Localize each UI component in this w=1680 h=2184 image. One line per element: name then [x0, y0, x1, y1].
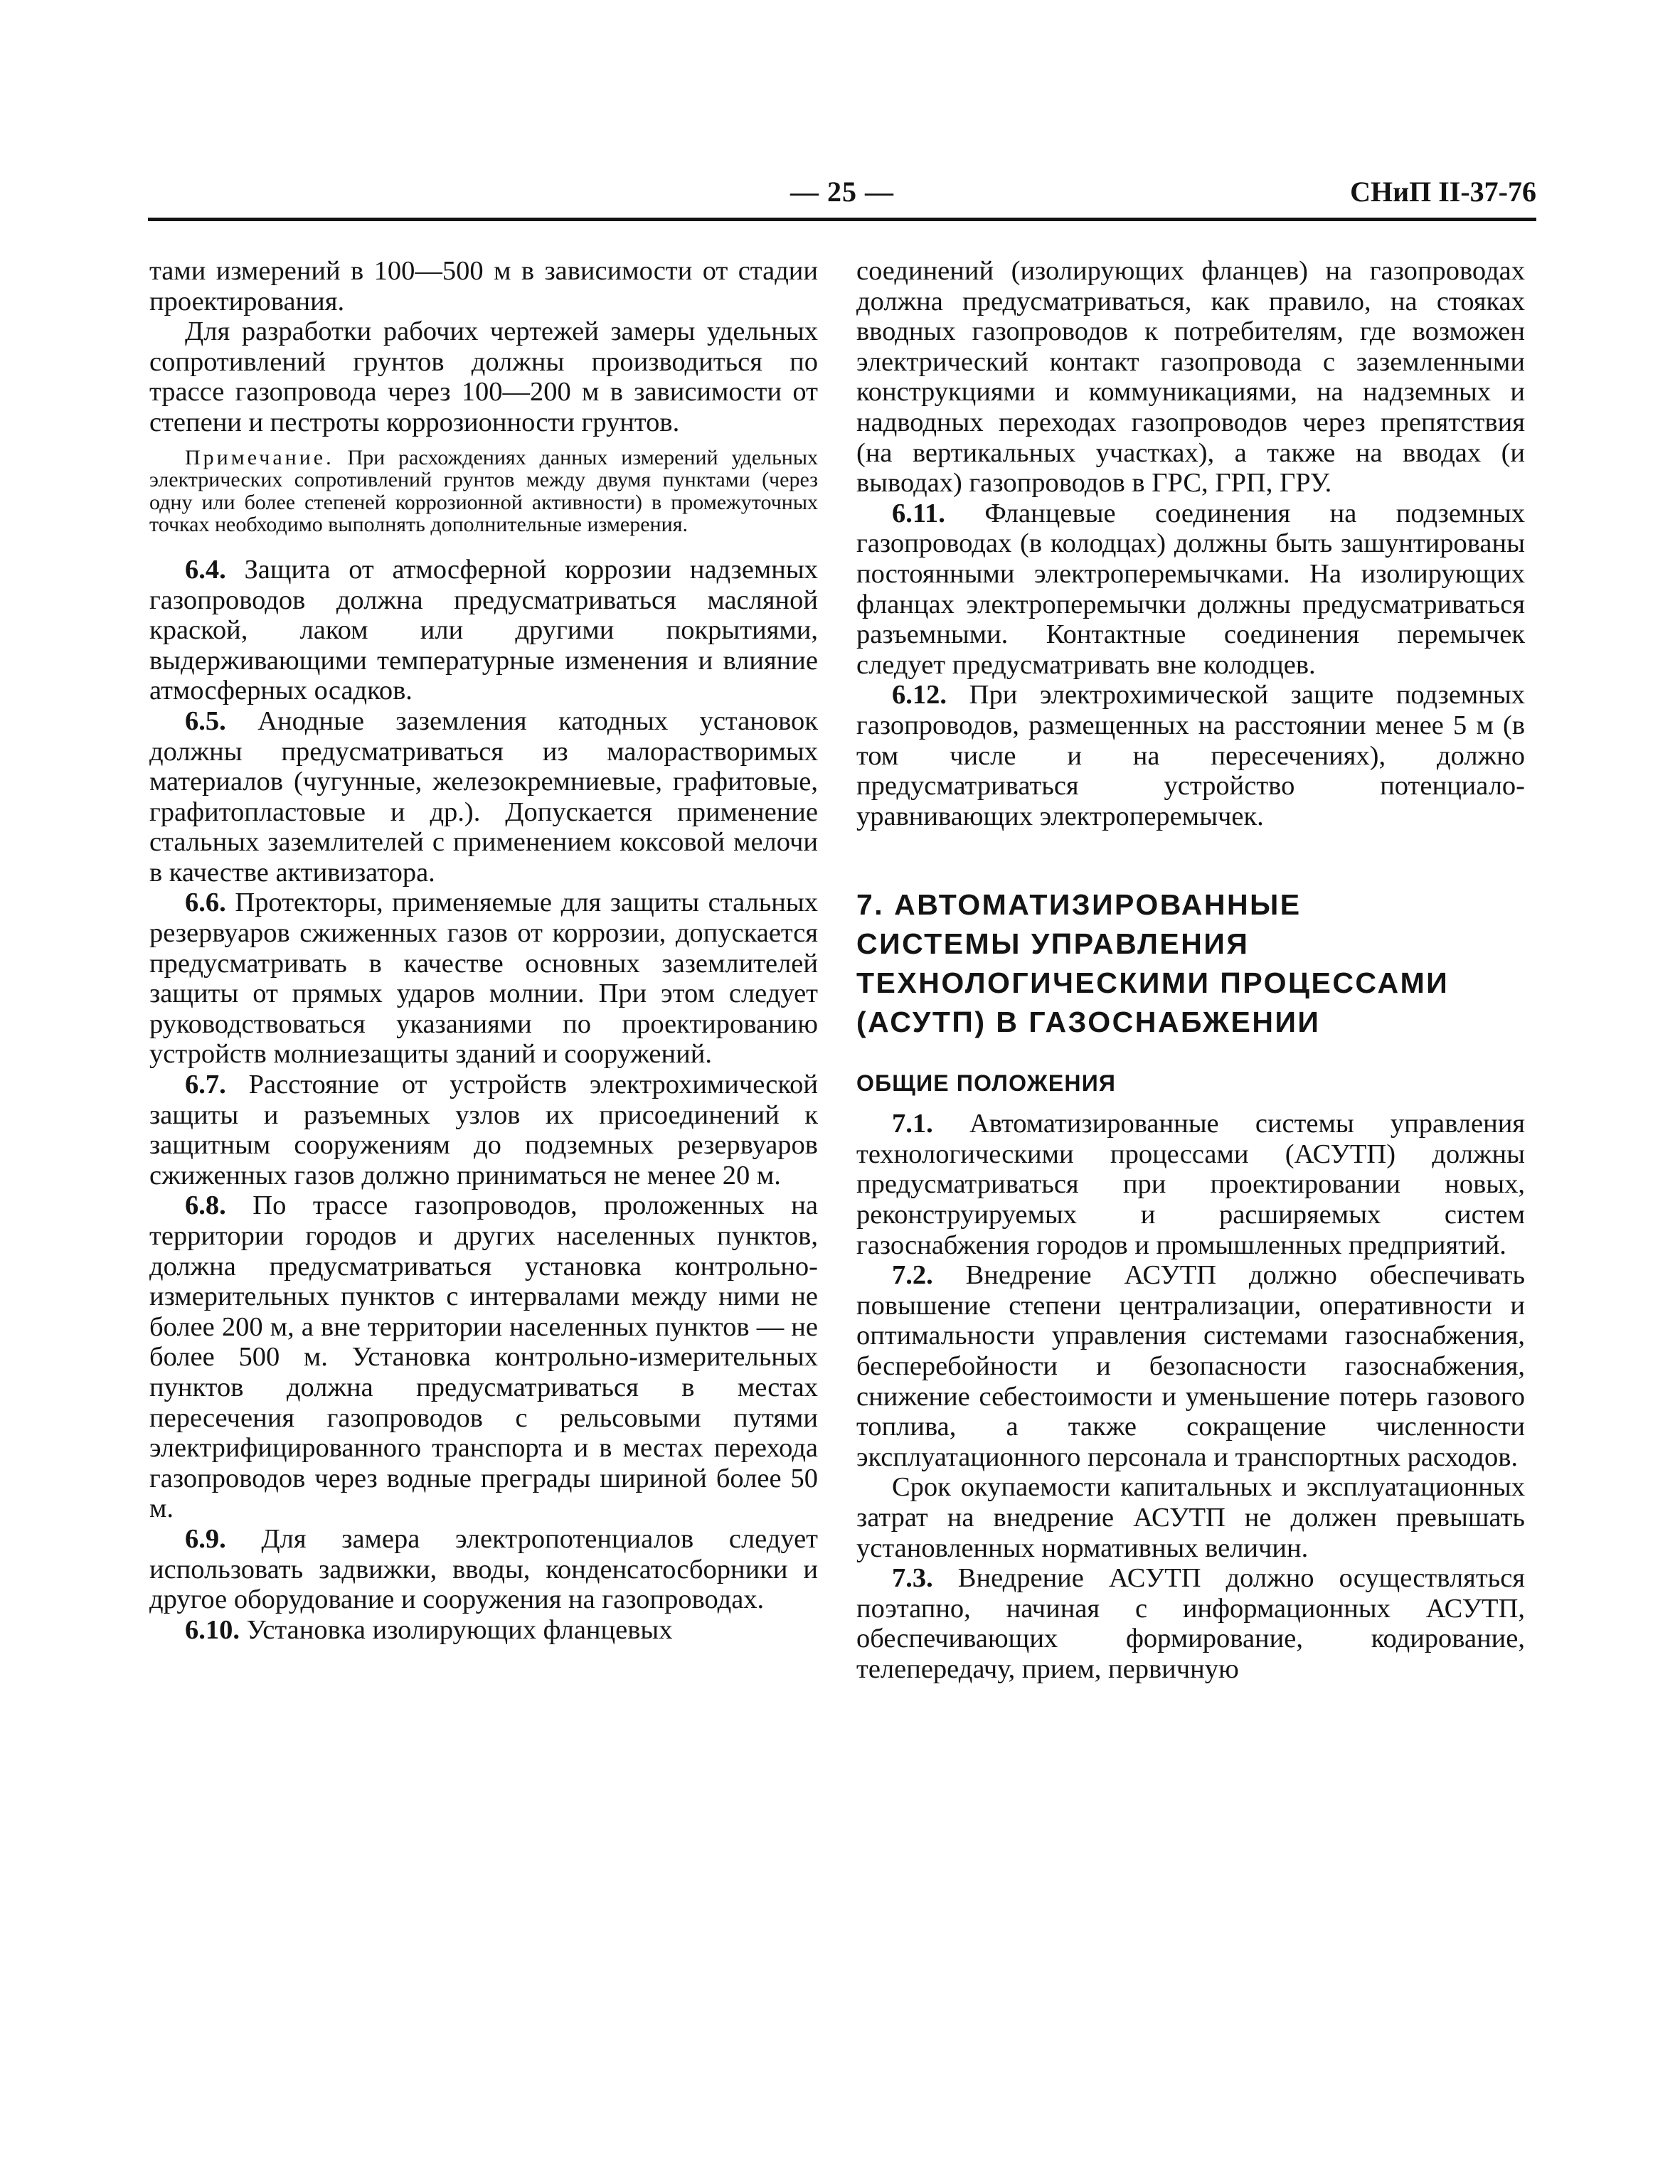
left-column [149, 256, 818, 1645]
clause-6-4 [149, 555, 818, 706]
clause-6-7 [149, 1070, 818, 1190]
section-heading [856, 885, 1525, 1042]
paragraph-continuation: тами измерений в 100—500 м в зависимости от стадии проектирования. [149, 256, 818, 316]
clause-text: Протекторы, применяемые для защиты стальных резервуаров сжиженных газов от коррозии, допускается предусматривать в качестве основных заземлителей защиты от прямых ударов молнии. При этом следует руководствоваться указаниями по проектированию устройств молниезащиты зданий и сооружений. [149, 888, 818, 1070]
header-rule [148, 218, 1536, 221]
clause-text: По трассе газопроводов, проложенных на территории городов и других населенных пунктов, должна предусматриваться установка контрольно-измерительных пунктов с интервалами между ними не более 200 м, а вне территории населенных пунктов — не более 500 м. Установка контрольно-измерительных пунктов должна предусматриваться в местах пересечения газопроводов с рельсовыми путями электрифицированного транспорта и в местах перехода газопроводов через водные преграды шириной более 50 м. [149, 1190, 818, 1524]
clause-number: 6.8. [185, 1190, 226, 1221]
clause-7-2-payback: Срок окупаемости капитальных и эксплуатационных затрат на внедрение АСУТП не должен превышать установленных нормативных величин. [856, 1472, 1525, 1563]
note-text: При расхождениях данных измерений удельных электрических сопротивлений грунтов между двумя пунктами (через одну или более степеней коррозионной активности) в промежуточных точках необходимо выполнять дополнительные измерения. [149, 445, 818, 537]
clause-6-11 [856, 499, 1525, 681]
subsection-heading: ОБЩИЕ ПОЛОЖЕНИЯ [856, 1070, 1117, 1097]
note-label: Примечание. [185, 445, 334, 469]
clause-6-6 [149, 888, 818, 1070]
clause-text: Установка изолирующих фланцевых [246, 1614, 673, 1645]
clause-text: Анодные заземления катодных установок должны предусматриваться из малорастворимых материалов (чугунные, железокремниевые, графитовые, графитопластовые и др.). Допускается применение стальных заземлителей с применением коксовой мелочи в качестве активизатора. [149, 705, 819, 888]
clause-number: 6.6. [185, 888, 226, 918]
clause-7-2 [856, 1260, 1525, 1472]
section-heading-line: (АСУТП) В ГАЗОСНАБЖЕНИИ [856, 1006, 1321, 1039]
clause-text: Расстояние от устройств электрохимической защиты и разъемных узлов их присоединений к защитным сооружениям до подземных резервуаров сжиженных газов должно приниматься не менее 20 м. [149, 1070, 818, 1190]
right-column [856, 256, 1525, 1685]
page-number: — 25 — [790, 176, 894, 208]
document-code: СНиП II-37-76 [1350, 176, 1536, 208]
clause-7-1 [856, 1109, 1525, 1260]
clause-6-5 [149, 706, 818, 888]
page-header [148, 171, 1536, 220]
clause-number: 6.10. [185, 1614, 240, 1645]
clause-text: Защита от атмосферной коррозии надземных газопроводов должна предусматриваться масляной краской, лаком или другими покрытиями, выдерживающими температурные изменения и влияние атмосферных осадков. [149, 554, 818, 706]
clause-7-3 [856, 1563, 1525, 1684]
paragraph-measurements: Для разработки рабочих чертежей замеры удельных сопротивлений грунтов должны производиться по трассе газопровода через 100—200 м в зависимости от степени и пестроты коррозионности грунтов. [149, 316, 818, 437]
clause-text: Автоматизированные системы управления технологическими процессами (АСУТП) должны предусматриваться при проектировании новых, реконструируемых и расширяемых систем газоснабжения городов и промышленных предприятий. [856, 1109, 1526, 1260]
clause-number: 6.7. [185, 1070, 226, 1100]
clause-number: 6.9. [185, 1523, 226, 1554]
clause-text: Внедрение АСУТП должно осуществляться поэтапно, начиная с информационных АСУТП, обеспечивающих формирование, кодирование, телепередачу, прием, первичную [856, 1563, 1525, 1684]
clause-6-10-continuation: соединений (изолирующих фланцев) на газопроводах должна предусматриваться, как правило, на стояках вводных газопроводов к потребителям, где возможен электрический контакт газопровода с заземленными конструкциями и коммуникациями, на надземных и надводных переходах газопроводов через препятствия (на вертикальных участках), а также на вводах (и выводах) газопроводов в ГРС, ГРП, ГРУ. [856, 256, 1525, 499]
clause-number: 7.2. [892, 1260, 933, 1291]
clause-number: 6.12. [892, 680, 947, 710]
clause-6-12 [856, 680, 1525, 831]
section-heading-line: 7. АВТОМАТИЗИРОВАННЫЕ [856, 888, 1302, 922]
clause-6-9 [149, 1524, 818, 1615]
clause-text: Для замера электропотенциалов следует использовать задвижки, вводы, конденсатосборники и другое оборудование и сооружения на газопроводах. [149, 1523, 819, 1615]
clause-number: 6.5. [185, 705, 226, 736]
section-heading-line: СИСТЕМЫ УПРАВЛЕНИЯ [856, 927, 1250, 961]
clause-6-8 [149, 1190, 818, 1524]
clause-text: Внедрение АСУТП должно обеспечивать повышение степени централизации, оперативности и оптимальности управления системами газоснабжения, бесперебойности и безопасности газоснабжения, снижение себестоимости и уменьшение потерь газового топлива, а также сокращение численности эксплуатационного персонала и транспортных расходов. [856, 1260, 1526, 1472]
clause-text: Фланцевые соединения на подземных газопроводах (в колодцах) должны быть зашунтированы постоянными электроперемычками. На изолирующих фланцах электроперемычки должны предусматриваться разъемными. Контактные соединения перемычек следует предусматривать вне колодцев. [856, 498, 1525, 680]
section-heading-line: ТЕХНОЛОГИЧЕСКИМИ ПРОЦЕССАМИ [856, 966, 1450, 1000]
clause-text: При электрохимической защите подземных газопроводов, размещенных на расстоянии менее 5 м (в том числе и на пересечениях), должно предусматриваться устройство потенциало-уравнивающих электроперемычек. [856, 680, 1525, 831]
clause-number: 7.3. [892, 1563, 933, 1594]
clause-number: 7.1. [892, 1109, 933, 1139]
note [149, 447, 818, 536]
clause-number: 6.4. [185, 554, 226, 585]
clause-6-10 [149, 1615, 818, 1646]
clause-number: 6.11. [892, 498, 945, 528]
